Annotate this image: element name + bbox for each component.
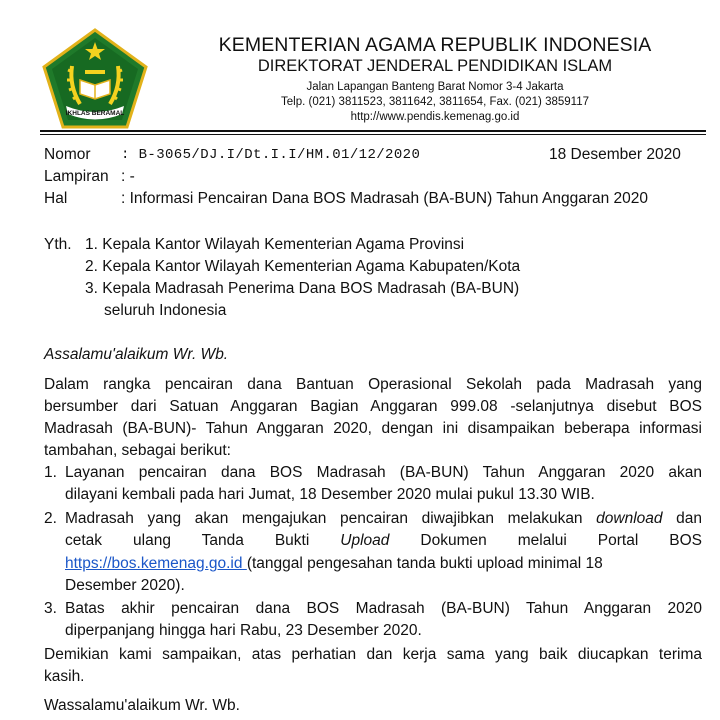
- phone-fax: Telp. (021) 3811523, 3811642, 3811654, Fax. (021) 3859117: [281, 96, 589, 108]
- header-rule: [40, 130, 706, 132]
- intro-line-last: tambahan, sebagai berikut:: [44, 442, 231, 459]
- kemenag-logo: [42, 28, 148, 130]
- point1-line: dilayani kembali pada hari Jumat, 18 Desember 2020 mulai pukul 13.30 WIB.: [65, 486, 595, 503]
- point3-line: diperpanjang hingga hari Rabu, 23 Desember 2020.: [65, 622, 422, 639]
- ministry-name: KEMENTERIAN AGAMA REPUBLIK INDONESIA: [218, 34, 652, 56]
- lampiran-label: Lampiran: [44, 168, 109, 185]
- point-number: 1.: [44, 464, 57, 481]
- yth-prefix: Yth.: [44, 236, 72, 253]
- website[interactable]: http://www.pendis.kemenag.go.id: [350, 111, 520, 123]
- nomor-value: : B-3065/DJ.I/Dt.I.I/HM.01/12/2020: [121, 147, 421, 163]
- point3-line: Batas akhir pencairan dana BOS Madrasah (BA-BUN) Tahun Anggaran 2020: [65, 600, 702, 617]
- recipient-item-cont: seluruh Indonesia: [104, 302, 227, 319]
- directorate-name: DIREKTORAT JENDERAL PENDIDIKAN ISLAM: [257, 57, 613, 75]
- farewell: Wassalamu'alaikum Wr. Wb.: [44, 697, 240, 714]
- point2-line: cetak ulang Tanda Bukti Upload Dokumen melalui Portal BOS: [65, 532, 702, 549]
- point2-line: https://bos.kemenag.go.id (tanggal pengesahan tanda bukti upload minimal 18: [65, 555, 603, 572]
- greeting: Assalamu'alaikum Wr. Wb.: [44, 346, 229, 363]
- hal-label: Hal: [44, 190, 68, 207]
- intro-line: Dalam rangka pencairan dana Bantuan Operasional Sekolah pada Madrasah yang: [44, 376, 702, 393]
- point1-line: Layanan pencairan dana BOS Madrasah (BA-BUN) Tahun Anggaran 2020 akan: [65, 464, 702, 481]
- recipient-item: 2. Kepala Kantor Wilayah Kementerian Agama Kabupaten/Kota: [85, 258, 521, 275]
- point-number: 2.: [44, 510, 57, 527]
- recipient-item: 3. Kepala Madrasah Penerima Dana BOS Madrasah (BA-BUN): [85, 280, 520, 297]
- closing-line: kasih.: [44, 668, 85, 685]
- intro-line: Madrasah (BA-BUN)- Tahun Anggaran 2020, dengan ini disampaikan beberapa informasi: [44, 420, 702, 437]
- point-number: 3.: [44, 600, 57, 617]
- bos-portal-link[interactable]: https://bos.kemenag.go.id: [65, 555, 243, 572]
- header-rule-thin: [40, 134, 706, 135]
- hal-value: : Informasi Pencairan Dana BOS Madrasah (BA-BUN) Tahun Anggaran 2020: [121, 190, 648, 207]
- intro-line: bersumber dari Satuan Anggaran Bagian Anggaran 999.08 -selanjutnya disebut BOS: [44, 398, 702, 415]
- logo-motto: IKHLAS BERAMAL: [65, 110, 125, 117]
- letter-date: 18 Desember 2020: [549, 146, 681, 163]
- lampiran-value: : -: [121, 168, 135, 185]
- closing-line: Demikian kami sampaikan, atas perhatian dan kerja sama yang baik diucapkan terima: [44, 646, 702, 663]
- address: Jalan Lapangan Banteng Barat Nomor 3-4 Jakarta: [306, 81, 564, 93]
- point2-line: Madrasah yang akan mengajukan pencairan diwajibkan melakukan download dan: [65, 510, 702, 527]
- nomor-label: Nomor: [44, 146, 91, 163]
- recipient-item: 1. Kepala Kantor Wilayah Kementerian Agama Provinsi: [85, 236, 465, 253]
- point2-line: Desember 2020).: [65, 577, 185, 594]
